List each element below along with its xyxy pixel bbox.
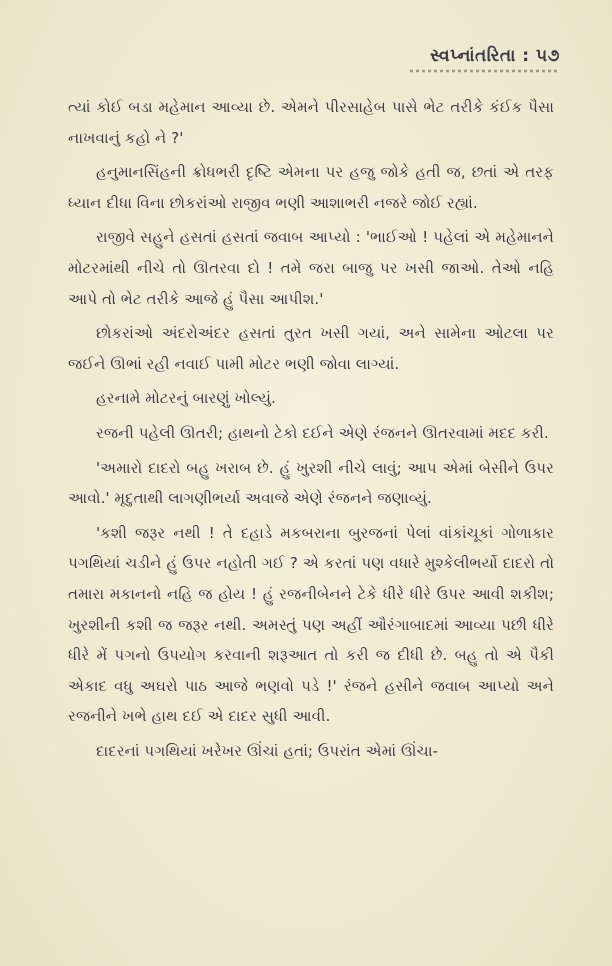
paragraph: રજની પહેલી ઊતરી; હાથનો ટેકો દઈને એણે રંજનને ઊતરવામાં મદદ કરી. <box>96 423 549 442</box>
header-rule <box>410 68 560 74</box>
running-header <box>410 46 560 74</box>
paragraph: છોકરાંઓ અંદરોઅંદર હસતાં તુરત ખસી ગયાં, અને સામેના ઓટલા પર જઈને ઊભાં રહી નવાઈ પામી મોટર ભણી જોવા લાગ્યાં. <box>68 324 554 373</box>
paragraph: રાજીવે સહુને હસતાં હસતાં જવાબ આપ્યો : 'ભાઈઓ ! પહેલાં એ મહેમાનને મોટરમાંથી નીચે તો ઊતરવા દો ! તમે જરા બાજુ પર ખસી જાઓ. તેઓ નહિ આપે તો ભેટ તરીકે આજે હું પૈસા આપીશ.' <box>68 228 554 308</box>
paragraph: ત્યાં કોઈ બડા મહેમાન આવ્યા છે. એમને પીરસાહેબ પાસે ભેટ તરીકે કંઈક પૈસા નાખવાનું કહો ને ?' <box>68 98 554 147</box>
paragraph: હરનામે મોટરનું બારણું ખોલ્યું. <box>96 389 276 408</box>
paragraph: દાદરનાં પગથિયાં ખરેખર ઊંચાં હતાં; ઉપરાંત એમાં ઊંચા- <box>96 741 439 760</box>
paragraph: 'અમારો દાદરો બહુ ખરાબ છે. હું ખુરશી નીચે લાવું; આપ એમાં બેસીને ઉપર આવો.' મૃદુતાથી લાગણીભર્યા અવાજે એણે રંજનને જણાવ્યું. <box>68 458 554 508</box>
paragraph: હનુમાનસિંહની ક્રોધભરી દૃષ્ટિ એમના પર હજુ જોકે હતી જ, છતાં એ તરફ ધ્યાન દીધા વિના છોકરાંઓ રાજીવ ભણી આશાભરી નજરે જોઈ રહ્યાં. <box>68 163 554 212</box>
running-title: સ્વપ્નાંતરિતા : ૫૭ <box>430 46 560 66</box>
paragraph: 'કશી જરૂર નથી ! તે દહાડે મકબરાના બુરજનાં પેલાં વાંકાંચૂકાં ગોળાકાર પગથિયાં ચડીને હું ઉપર નહોતી ગઈ ? એ કરતાં પણ વધારે મુશ્કેલીભર્યો દાદરો તો તમારા મકાનનો નહિ જ હોય ! હું રજનીબેનને ટેકે ધીરે ધીરે ઉપર આવી શકીશ; ખુરશીની કશી જ જરૂર નથી. અમસ્તું પણ અહીં ઔરંગાબાદમાં આવ્યા પછી ધીરે ધીરે મેં પગનો ઉપયોગ કરવાની શરૂઆત તો કરી જ દીધી છે. બહુ તો એ પૈકી એકાદ વધુ અઘરો પાઠ આજે ભણવો પડે !' રંજને હસીને જવાબ આપ્યો અને રજનીને ખભે હાથ દઈ એ દાદર સુધી આવી. <box>68 523 554 726</box>
page-body <box>68 92 554 766</box>
